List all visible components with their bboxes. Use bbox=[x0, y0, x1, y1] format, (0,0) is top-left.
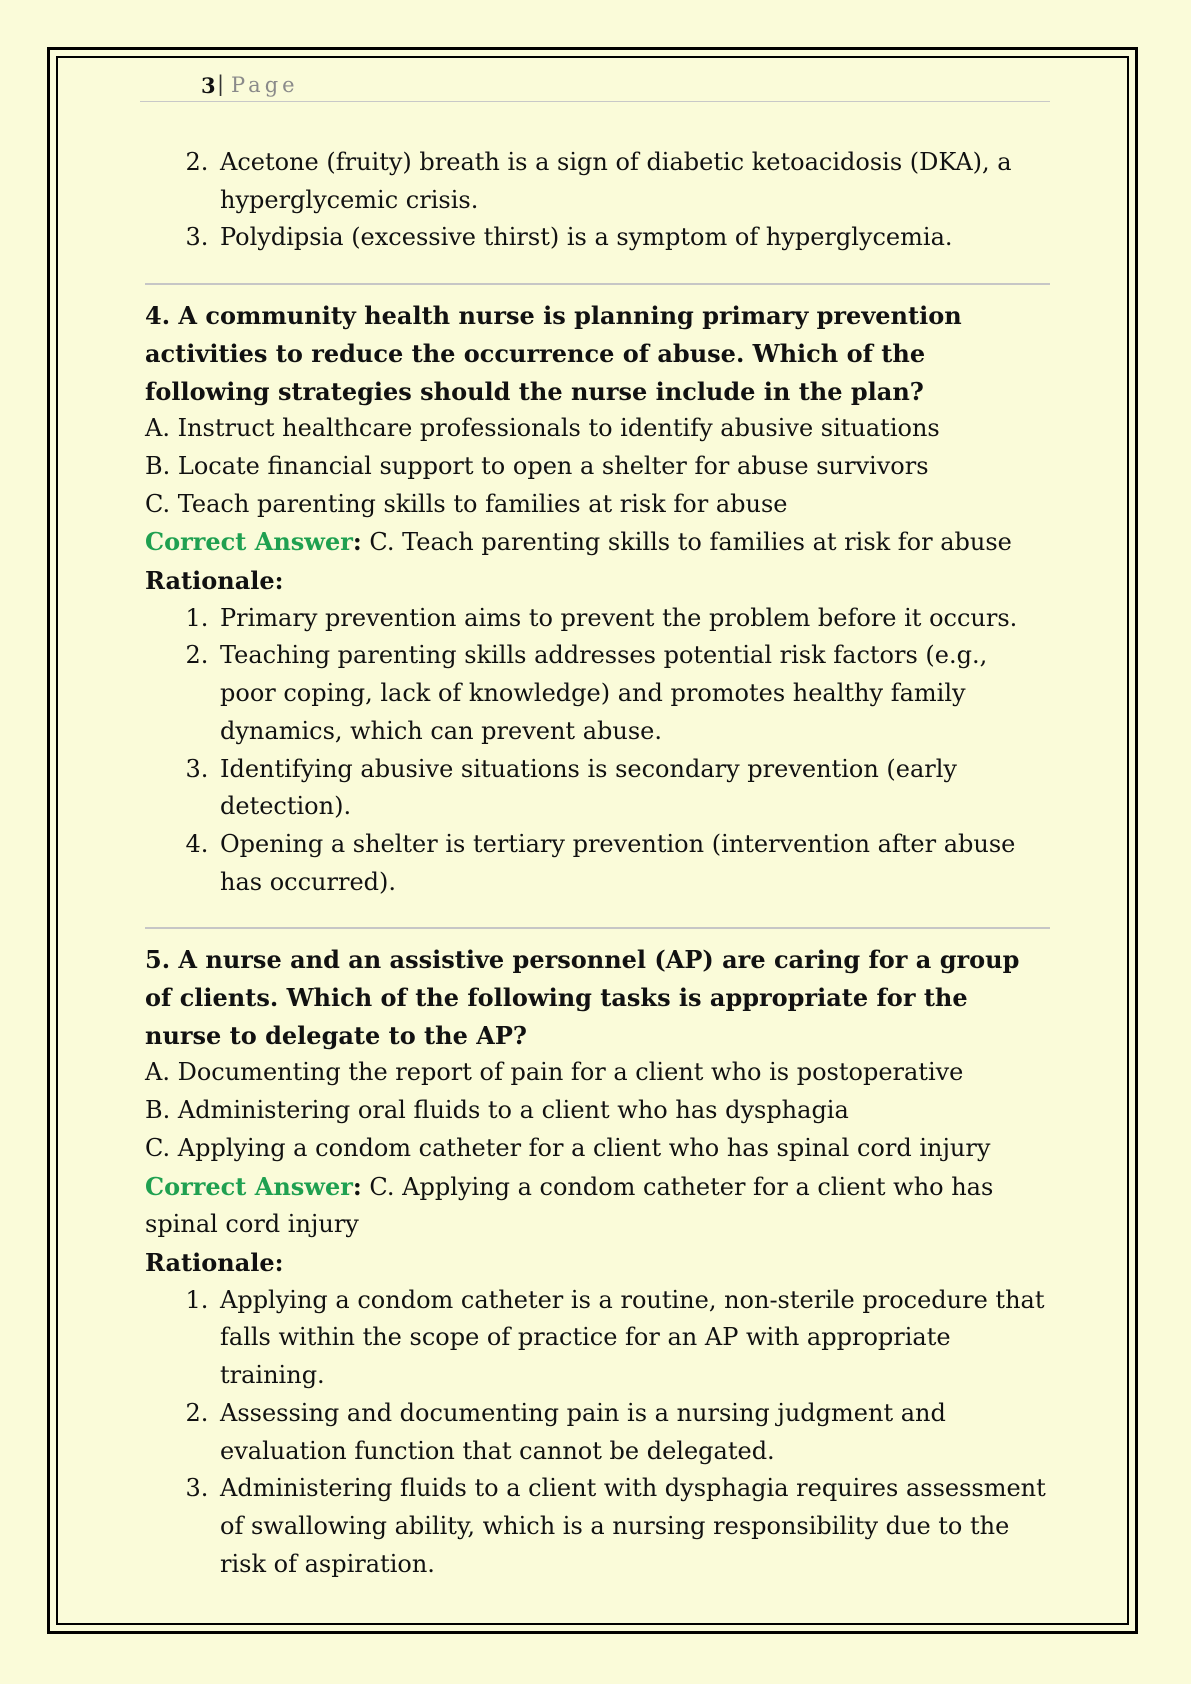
correct-answer-text: C. Teach parenting skills to families at risk for abuse bbox=[361, 528, 1012, 557]
option-c: C. Applying a condom catheter for a client who has spinal cord injury bbox=[145, 1133, 991, 1162]
question-text: 5. A nurse and an assistive personnel (AP) are caring for a group of clients. Which of the following tasks is appropriate for the nurse to delegate to the AP? bbox=[145, 945, 1020, 1050]
list-item: 1. Primary prevention aims to prevent the problem before it occurs. bbox=[216, 600, 1050, 638]
question-text: 4. A community health nurse is planning primary prevention activities to reduce the occurrence of abuse. Which of the following strategies should the nurse include in the plan? bbox=[145, 301, 962, 406]
section-divider bbox=[145, 283, 1050, 285]
previous-rationale-list bbox=[145, 144, 1050, 257]
correct-answer-text: C. Applying a condom catheter for a client who has spinal cord injury bbox=[145, 1172, 994, 1239]
rationale-list bbox=[145, 600, 1050, 902]
section-divider bbox=[145, 927, 1050, 929]
rationale-heading: Rationale: bbox=[145, 1247, 284, 1277]
document-body bbox=[145, 144, 1050, 1583]
correct-answer-label: Correct Answer bbox=[145, 1171, 353, 1201]
list-item: 2. Acetone (fruity) breath is a sign of diabetic ketoacidosis (DKA), a hyperglycemic crisis. bbox=[216, 144, 1050, 219]
page-header bbox=[140, 70, 1050, 102]
list-item: 3. Identifying abusive situations is secondary prevention (early detection). bbox=[216, 751, 1050, 826]
option-b: B. Administering oral fluids to a client who has dysphagia bbox=[145, 1096, 849, 1125]
option-a: A. Instruct healthcare professionals to identify abusive situations bbox=[145, 414, 940, 443]
option-a: A. Documenting the report of pain for a client who is postoperative bbox=[145, 1058, 964, 1087]
question-5 bbox=[145, 941, 1050, 1583]
page-separator: | bbox=[217, 72, 225, 96]
list-item: 3. Administering fluids to a client with dysphagia requires assessment of swallowing ability, which is a nursing responsibility due to the risk of aspiration. bbox=[216, 1470, 1050, 1583]
page-number: 3 bbox=[201, 73, 216, 98]
correct-answer: Correct Answer: C. Applying a condom catheter for a client who has spinal cord injury bbox=[145, 1171, 994, 1239]
list-item: 3. Polydipsia (excessive thirst) is a symptom of hyperglycemia. bbox=[216, 219, 1050, 257]
option-c: C. Teach parenting skills to families at risk for abuse bbox=[145, 489, 788, 518]
list-item: 1. Applying a condom catheter is a routine, non-sterile procedure that falls within the scope of practice for an AP with appropriate training. bbox=[216, 1282, 1050, 1395]
correct-answer: Correct Answer: C. Teach parenting skills to families at risk for abuse bbox=[145, 527, 1012, 557]
correct-answer-label: Correct Answer bbox=[145, 527, 353, 557]
option-b: B. Locate financial support to open a shelter for abuse survivors bbox=[145, 451, 929, 480]
list-item: 2. Teaching parenting skills addresses potential risk factors (e.g., poor coping, lack of knowledge) and promotes healthy family dynamics, which can prevent abuse. bbox=[216, 637, 1050, 750]
rationale-list bbox=[145, 1282, 1050, 1584]
list-item: 4. Opening a shelter is tertiary prevention (intervention after abuse has occurred). bbox=[216, 826, 1050, 901]
question-4 bbox=[145, 297, 1050, 901]
rationale-heading: Rationale: bbox=[145, 566, 284, 596]
page-label: Page bbox=[231, 73, 299, 97]
list-item: 2. Assessing and documenting pain is a nursing judgment and evaluation function that cannot be delegated. bbox=[216, 1395, 1050, 1470]
